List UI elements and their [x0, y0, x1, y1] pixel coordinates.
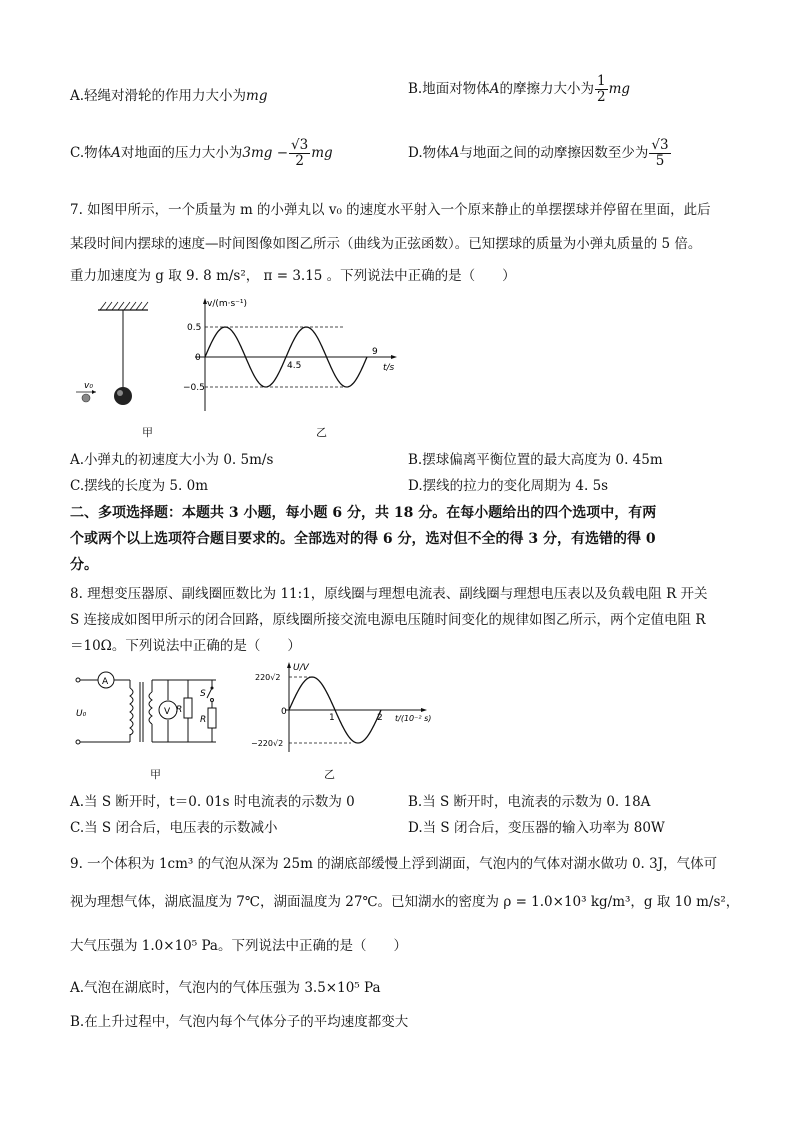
q6-option-a: A.轻绳对滑轮的作用力大小为mg [70, 88, 268, 104]
pendulum-diagram [68, 296, 168, 416]
resistor-2-label: R [200, 715, 207, 725]
fraction: $\frac{√3}{5}$ [651, 137, 669, 169]
velocity-time-graph [185, 296, 400, 416]
switch-label: S [200, 689, 206, 699]
resistor-1-label: R [176, 705, 183, 715]
q7-stem-line2: 某段时间内摆球的速度—时间图像如图乙所示（曲线为正弦函数）。已知摆球的质量为小弹丸质量的 5 倍。 [70, 236, 702, 252]
u-axis-label: U/V [293, 663, 309, 673]
fig-label-yi: 乙 [324, 768, 335, 781]
q7-option-a: A.小弹丸的初速度大小为 0. 5m/s [70, 452, 274, 468]
v0-label: v₀ [84, 381, 93, 391]
tick-zero: 0 [195, 353, 201, 363]
section2-heading-line1: 二、多项选择题：本题共 3 小题，每小题 6 分，共 18 分。在每小题给出的四个选项中，有两 [70, 505, 657, 521]
fig-label-jia: 甲 [150, 768, 161, 781]
tick-zero: 0 [281, 707, 287, 717]
voltage-time-graph [251, 660, 435, 756]
tick-1: 1 [329, 713, 335, 723]
tick-2: 2 [377, 713, 383, 723]
q7-option-c: C.摆线的长度为 5. 0m [70, 478, 208, 494]
q7-option-d: D.摆线的拉力的变化周期为 4. 5s [408, 478, 609, 494]
fig-label-jia: 甲 [142, 426, 153, 439]
fraction: $\frac{√3}{2}$ [291, 137, 309, 169]
q7-stem-line1: 7. 如图甲所示，一个质量为 m 的小弹丸以 v₀ 的速度水平射入一个原来静止的单摆摆球并停留在里面，此后 [70, 202, 711, 218]
tick-4-5: 4.5 [287, 361, 302, 371]
fig-label-yi: 乙 [316, 426, 327, 439]
q6-option-b: B.地面对物体A的摩擦力大小为 $\frac{1}{2}$ mg [408, 73, 631, 105]
tick-neg-0-5: −0.5 [183, 383, 205, 393]
section2-heading-line3: 分。 [70, 557, 98, 573]
q8-stem-line2: S 连接成如图甲所示的闭合回路，原线圈所接交流电源电压随时间变化的规律如图乙所示，两个定值电阻 R [70, 612, 706, 628]
q8-option-c: C.当 S 闭合后，电压表的示数减小 [70, 820, 278, 836]
t-axis-label: t/(10⁻² s) [395, 714, 432, 723]
q8-option-b: B.当 S 断开时，电流表的示数为 0. 18A [408, 794, 651, 810]
q8-option-d: D.当 S 闭合后，变压器的输入功率为 80W [408, 820, 665, 836]
fraction: $\frac{1}{2}$ [596, 73, 606, 105]
section2-heading-line2: 个或两个以上选项符合题目要求的。全部选对的得 6 分，选对但不全的得 3 分，有选错的得 0 [70, 531, 656, 547]
q9-stem-line3: 大气压强为 1.0×10⁵ Pa。下列说法中正确的是（ ） [70, 938, 407, 954]
q9-stem-line1: 9. 一个体积为 1cm³ 的气泡从深为 25m 的湖底部缓慢上浮到湖面，气泡内的气体对湖水做功 0. 3J，气体可 [70, 856, 718, 872]
q9-stem-line2: 视为理想气体，湖底温度为 7℃，湖面温度为 27℃。已知湖水的密度为 ρ = 1.0×10³ kg/m³，g 取 10 m/s²， [70, 894, 740, 910]
q8-option-a: A.当 S 断开时，t＝0. 01s 时电流表的示数为 0 [70, 794, 355, 810]
q6-option-c: C.物体A对地面的压力大小为3mg − $\frac{√3}{2}$ mg [70, 137, 333, 169]
tick-neg-220root2: −220√2 [251, 739, 284, 748]
ammeter-label: A [102, 677, 109, 687]
u0-label: U₀ [76, 709, 87, 719]
tick-220root2: 220√2 [255, 673, 281, 682]
t-axis-label: t/s [383, 363, 395, 373]
q9-option-a: A.气泡在湖底时，气泡内的气体压强为 3.5×10⁵ Pa [70, 980, 381, 996]
q8-stem-line3: ＝10Ω。下列说法中正确的是（ ） [70, 638, 301, 654]
q7-stem-line3: 重力加速度为 g 取 9. 8 m/s²， π = 3.15 。下列说法中正确的是（ ） [70, 268, 516, 284]
voltmeter-label: V [164, 707, 171, 717]
q7-option-b: B.摆球偏离平衡位置的最大高度为 0. 45m [408, 452, 663, 468]
tick-0-5: 0.5 [187, 323, 202, 333]
q8-stem-line1: 8. 理想变压器原、副线圈匝数比为 11:1，原线圈与理想电流表、副线圈与理想电压表以及负载电阻 R 开关 [70, 586, 708, 602]
tick-9: 9 [372, 347, 378, 357]
v-axis-label: v/(m·s⁻¹) [207, 299, 248, 309]
transformer-circuit [68, 664, 228, 760]
q9-option-b: B.在上升过程中，气泡内每个气体分子的平均速度都变大 [70, 1014, 409, 1030]
q6-option-d: D.物体A与地面之间的动摩擦因数至少为 $\frac{√3}{5}$ [408, 137, 669, 169]
